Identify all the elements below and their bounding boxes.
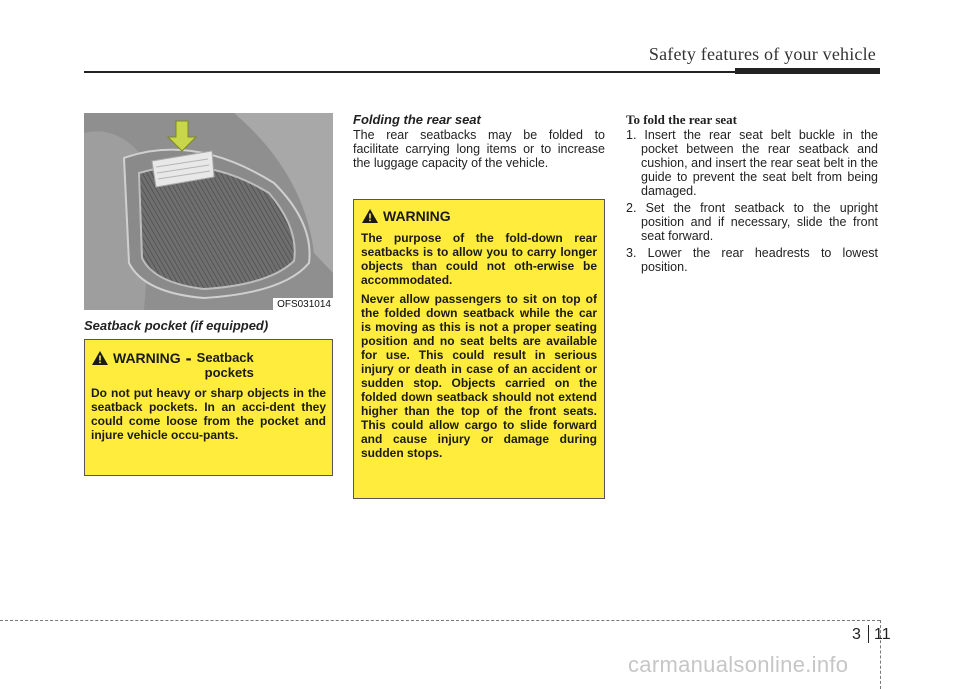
warning-title-separator: - <box>185 348 192 368</box>
header-rule-accent <box>735 68 880 74</box>
warning-title: WARNING <box>383 208 451 224</box>
warning-triangle-icon <box>361 208 379 224</box>
warning-box-seatback-pockets <box>84 339 333 476</box>
warning-paragraph-2: Never allow passengers to sit on top of the folded down seatback while the car is moving as this is not a proper seating position and no seat belts are available for use. This could result in serious injury or death in case of an accident or sudden stop. Objects carried on the folded down seatback should not extend higher than the top of the front seats. This could allow cargo to slide forward and cause injury or damage during sudden stops. <box>361 292 597 460</box>
figure-caption: Seatback pocket (if equipped) <box>84 318 269 333</box>
fold-step: 3. Lower the rear headrests to lowest position. <box>626 246 878 274</box>
page-number-divider <box>868 625 869 643</box>
seatback-pocket-photo <box>84 113 333 310</box>
warning-subtitle-line1: Seatback <box>196 350 254 365</box>
fold-steps-list <box>626 128 878 277</box>
seatback-pocket-illustration <box>84 113 333 310</box>
warning-triangle-icon <box>91 350 109 366</box>
warning-paragraph-1: The purpose of the fold-down rear seatbacks is to allow you to carry longer objects than could not oth-erwise be accommodated. <box>361 231 597 287</box>
figure-code: OFS031014 <box>273 298 333 310</box>
warning-header <box>361 208 597 225</box>
page-header-title: Safety features of your vehicle <box>648 44 876 64</box>
page-number: 11 <box>874 626 891 643</box>
warning-text: Do not put heavy or sharp objects in the seatback pockets. In an acci-dent they could come loose from the pocket and injure vehicle occu-pants. <box>91 386 326 442</box>
warning-subtitle-line2: pockets <box>204 365 254 380</box>
header-rule <box>84 71 804 73</box>
warning-title: WARNING <box>113 350 181 366</box>
warning-subtitle <box>197 350 254 380</box>
section-title-folding: Folding the rear seat <box>353 112 481 127</box>
section-body-folding: The rear seatbacks may be folded to facilitate carrying long items or to increase the luggage capacity of the vehicle. <box>353 128 605 170</box>
warning-header <box>91 350 326 380</box>
watermark: carmanualsonline.info <box>628 652 849 677</box>
chapter-number: 3 <box>852 626 861 643</box>
footer-rule <box>0 620 880 621</box>
warning-box-fold-down <box>353 199 605 499</box>
fold-step: 2. Set the front seatback to the upright position and if necessary, slide the front seat forward. <box>626 201 878 243</box>
steps-title: To fold the rear seat <box>626 112 737 127</box>
fold-step: 1. Insert the rear seat belt buckle in the pocket between the rear seatback and cushion, and insert the rear seat belt in the guide to prevent the seat belt from being damaged. <box>626 128 878 198</box>
